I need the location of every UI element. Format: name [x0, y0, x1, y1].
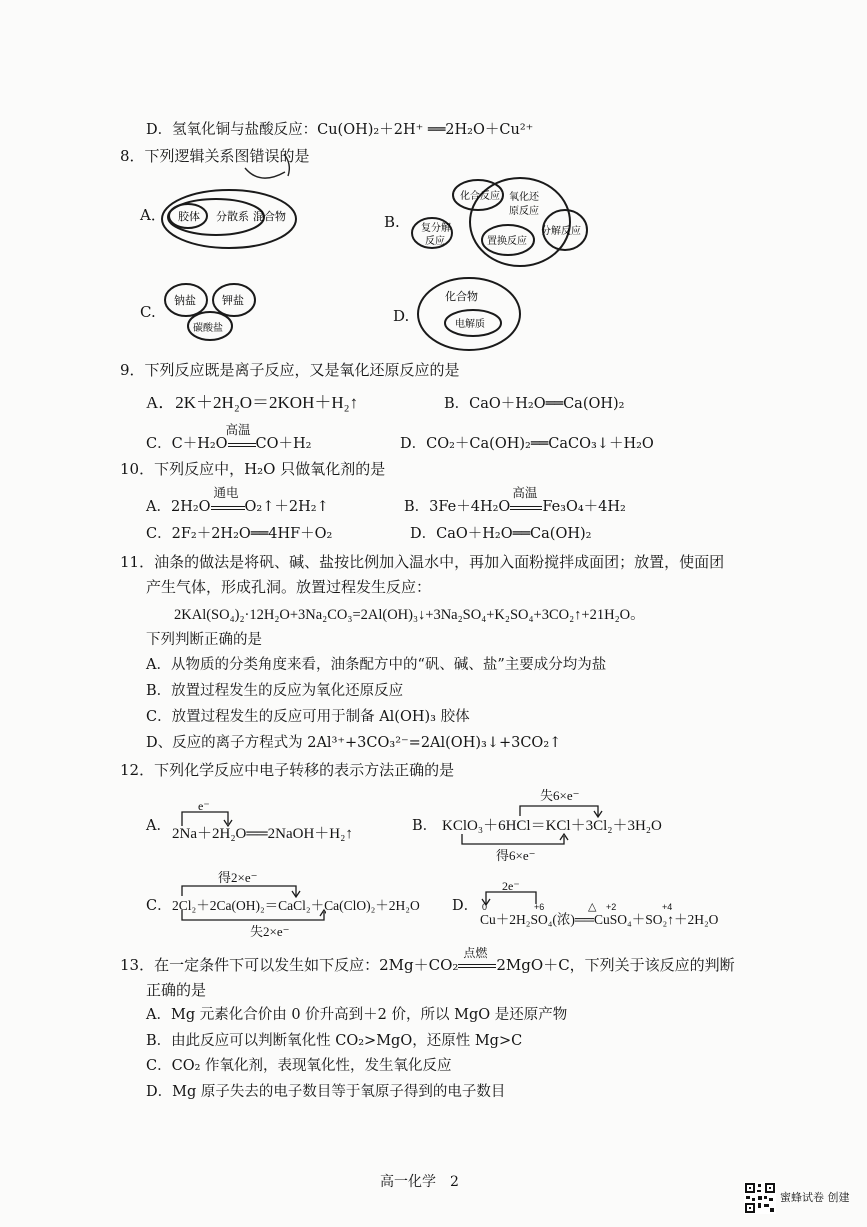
q8c-potassium: 钾盐 [222, 294, 244, 307]
q13-option-b: B．由此反应可以判断氧化性 CO₂>MgO，还原性 Mg>C [146, 1033, 523, 1049]
q8b-decomposition: 分解反应 [541, 226, 581, 237]
q12a-arrow [180, 808, 240, 828]
q8b-double-2: 反应 [425, 236, 445, 247]
q12c-top-label: 得2×e⁻ [218, 870, 258, 885]
q8b-redox-1: 氧化还 [509, 192, 539, 203]
q11-ask: 下列判断正确的是 [146, 632, 262, 648]
q12d-ox-s6: +6 [534, 902, 545, 912]
q13-condition: 点燃 [463, 946, 488, 960]
q10-option-b [404, 485, 626, 517]
q9-option-c [146, 422, 312, 454]
q12-label-d: D． [452, 898, 479, 914]
q8-scribble [240, 150, 300, 190]
q12-label-a: A． [146, 818, 171, 834]
q11-option-a: A．从物质的分类角度来看，油条配方中的“矾、碱、盐”主要成分均为盐 [146, 657, 607, 673]
q10-option-d: D．CaO＋H₂O══Ca(OH)₂ [410, 526, 592, 542]
q11-equation: 2KAl(SO₄)₂·12H₂O+3Na₂CO₃=2Al(OH)₃↓+3Na₂SO₄+K₂SO₄+3CO₂↑+21H₂O。 [174, 607, 645, 623]
q12c-arrows [176, 880, 326, 928]
q11-stem-line2: 产生气体，形成孔洞。放置过程发生反应： [146, 578, 432, 596]
q9-option-a: A．2K＋2H₂O＝2KOH＋H₂↑ [146, 393, 359, 412]
q12a-electron-label: e⁻ [198, 799, 210, 813]
q12b-arrows [456, 800, 636, 850]
q13-stem-lhs: 13．在一定条件下可以发生如下反应：2Mg＋CO₂ [120, 956, 459, 974]
q10-stem: 10．下列反应中，H₂O 只做氧化剂的是 [120, 460, 386, 478]
q11-option-b: B．放置过程发生的反应为氧化还原反应 [146, 683, 404, 699]
q8c-carbonate: 碳酸盐 [193, 323, 223, 334]
q10b-condition: 高温 [512, 485, 538, 500]
q8-stem: 8．下列逻辑关系图错误的是 [120, 147, 310, 165]
q12d-heat-condition: △ [588, 900, 597, 913]
q9c-lhs: C．C＋H₂O [146, 436, 228, 452]
q10a-lhs: A．2H₂O [146, 499, 211, 515]
q8a-dispersion: 分散系 [216, 210, 249, 223]
q8-diagram-c [160, 280, 260, 345]
q13-option-c: C．CO₂ 作氧化剂，表现氧化性，发生氧化反应 [146, 1058, 452, 1074]
q7-option-d: D．氢氧化铜与盐酸反应：Cu(OH)₂＋2H⁺ ══2H₂O＋Cu²⁺ [146, 122, 534, 138]
q8a-mixture: 混合物 [253, 210, 286, 223]
q13-option-a: A．Mg 元素化合价由 0 价升高到＋2 价，所以 MgO 是还原产物 [146, 1007, 568, 1023]
q12c-equation: 2Cl₂＋2Ca(OH)₂＝CaCl₂＋Ca(ClO)₂＋2H₂O [172, 898, 420, 913]
q8d-compound: 化合物 [445, 290, 478, 303]
q9-option-b: B．CaO＋H₂O══Ca(OH)₂ [444, 396, 625, 412]
q13-stem-line2: 正确的是 [146, 981, 207, 999]
q8b-double-1: 复分解 [421, 223, 451, 234]
q11-option-d: D、反应的离子方程式为 2Al³⁺+3CO₃²⁻=2Al(OH)₃↓+3CO₂↑ [146, 735, 562, 751]
q9c-condition: 高温 [225, 422, 251, 437]
q8-label-c: C. [140, 303, 156, 321]
page-footer: 高一化学 2 [380, 1174, 459, 1190]
q10b-rhs: Fe₃O₄＋4H₂ [542, 499, 626, 515]
q8d-electrolyte: 电解质 [455, 319, 485, 330]
q8-label-b: B. [384, 213, 400, 231]
q12-label-b: B． [412, 818, 438, 834]
q12d-equation: Cu＋2H₂SO₄(浓)══CuSO₄＋SO₂↑＋2H₂O [480, 912, 719, 927]
q13-stem-rhs: 2MgO＋C，下列关于该反应的判断 [496, 956, 735, 974]
q12d-ox-cu: 0 [482, 902, 488, 912]
q8b-displacement: 置换反应 [487, 236, 527, 247]
q10a-rhs: O₂↑＋2H₂↑ [244, 499, 329, 515]
q8-diagram-b [405, 170, 595, 275]
q8c-sodium: 钠盐 [174, 294, 196, 307]
q13-option-d: D．Mg 原子失去的电子数目等于氧原子得到的电子数目 [146, 1084, 506, 1100]
q12-label-c: C． [146, 898, 172, 914]
q8b-combination: 化合反应 [460, 191, 500, 202]
q10b-lhs: B．3Fe＋4H₂O [404, 499, 511, 515]
q10a-condition: 通电 [213, 485, 239, 500]
q12b-equation: KClO₃＋6HCl＝KCl＋3Cl₂＋3H₂O [442, 818, 662, 834]
q9-option-d: D．CO₂＋Ca(OH)₂══CaCO₃↓＋H₂O [400, 436, 654, 452]
q12d-arrow [480, 886, 550, 910]
q12c-bottom-label: 失2×e⁻ [250, 924, 290, 939]
qr-code-icon [744, 1182, 776, 1214]
q11-option-c: C．放置过程发生的反应可用于制备 Al(OH)₃ 胶体 [146, 709, 470, 725]
q8b-redox-2: 原反应 [509, 206, 539, 217]
q12b-top-label: 失6×e⁻ [540, 788, 580, 803]
q8-diagram-d [415, 275, 525, 355]
q9c-rhs: CO＋H₂ [255, 436, 312, 452]
q12d-electron-label: 2e⁻ [502, 879, 520, 893]
q12b-bottom-label: 得6×e⁻ [496, 848, 536, 863]
q10-option-c: C．2F₂＋2H₂O══4HF＋O₂ [146, 526, 333, 542]
brand-watermark: 蜜蜂试卷 创建 [780, 1191, 850, 1204]
q12d-ox-s4: +4 [662, 902, 673, 912]
q8-label-a: A． [140, 206, 166, 224]
q9-stem: 9．下列反应既是离子反应，又是氧化还原反应的是 [120, 361, 460, 379]
q8-label-d: D. [393, 307, 410, 325]
q12a-equation: 2Na＋2H₂O══2NaOH＋H₂↑ [172, 826, 353, 842]
q11-stem-line1: 11．油条的做法是将矾、碱、盐按比例加入温水中，再加入面粉搅拌成面团；放置，使面团 [120, 553, 725, 571]
q13-stem-line1 [120, 946, 735, 975]
q8a-colloid: 胶体 [178, 210, 200, 223]
q10-option-a [146, 485, 329, 517]
q12-stem: 12．下列化学反应中电子转移的表示方法正确的是 [120, 761, 455, 779]
q12d-ox-cu2: +2 [606, 902, 617, 912]
q8-diagram-a [160, 185, 300, 255]
